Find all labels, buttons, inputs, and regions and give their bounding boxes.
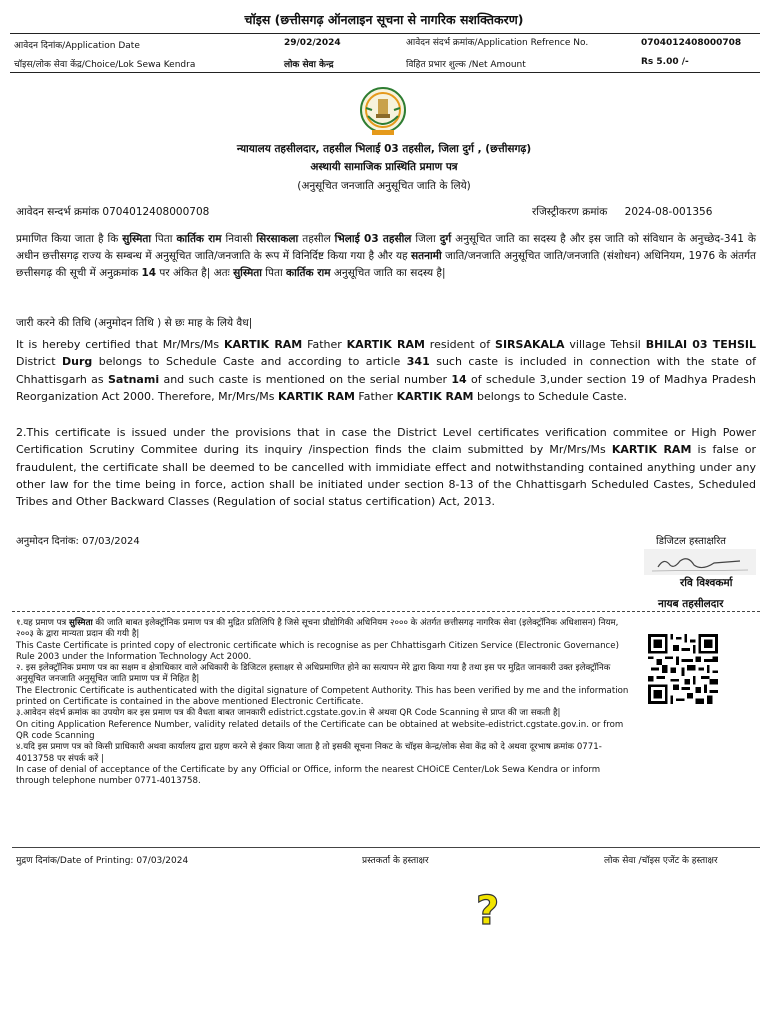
question-mark-icon: ? [476,888,500,934]
text-segment: तहसील [298,233,335,245]
reference-number-value: 0704012408000708 [102,206,210,218]
serial-number: 14 [141,267,157,279]
text-segment: पर अंकित है| अतः [156,267,234,279]
beneficiary-name: सुस्मिता [69,618,93,628]
footnote-text: १.यह प्रमाण पत्र [16,618,70,628]
caste-name: Satnami [108,372,160,386]
approval-date-value: 07/03/2024 [82,536,140,547]
text-segment: जाति/जनजाति अनुसूचित जाति/जनजाति (संशोधन) अधिनियम, 1976 के अंतर्गत छत्तीसगढ़ की सूची में अनुक्रमांक [16,250,756,279]
signer-name: रवि विश्वकर्मा [680,577,733,589]
text-segment: जिला [411,233,440,245]
header-top-divider [10,33,760,34]
government-emblem-icon [358,86,408,138]
footnote-3-english: On citing Application Reference Number, validity related details of the Certificate can be obtained at website-edistrict.cgstate.gov.in. or from QR code Scanning [16,719,624,741]
text-segment: अनुसूचित जाति का सदस्य है और इस जाति को संविधान के अनुच्छेद-341 के अधीन छत्तीसगढ़ राज्य के सम्बन्ध में अनुसूचित जाति/जनजाति के रूप में विनिर्दिष्ट किया गया है और यह [16,233,756,262]
english-certification-paragraph [16,336,756,405]
qr-code-icon [648,634,718,704]
reference-number-label: आवेदन सन्दर्भ क्रमांक [16,206,100,218]
beneficiary-name: सुस्मिता [122,233,152,245]
cancellation-clause-paragraph [16,424,756,510]
father-name: KARTIK RAM [346,338,425,351]
application-reference-label: आवेदन संदर्भ क्रमांक/Application Refrence No. [406,38,589,48]
beneficiary-name: सुस्मिता [233,267,262,279]
text-segment: belongs to Schedule Caste. [473,389,628,403]
tehsil-name: BHILAI 03 TEHSIL [645,338,757,351]
text-segment: is false or fraudulent, the certificate shall be deemed to be cancelled with immidiate effect and notwithstanding contained anything under any other law for the time being in force, action shall be initiated under section 8-13 of the Chhattisgarh Scheduled Castes, Scheduled Tribes and Other Backward Classes (Regulation of social status certification) Act, 2013. [16,443,756,509]
text-segment: 2.This certificate is issued under the provisions that in case the District Level certificates verification commitee or High Power Certification Scrutiny Commitee during its inquiry /inspection finds the claim submitted by Mr/Mrs/Ms [16,426,756,457]
footnote-2-english: The Electronic Certificate is authenticated with the digital signature of Competent Authority. This has been verified by me and the information printed on Certificate is contained in the above mentioned Electronic Certificate. [16,685,629,708]
text-segment: Father [302,338,347,351]
choice-center-value: लोक सेवा केन्द्र [284,60,334,70]
beneficiary-name: KARTIK RAM [223,338,303,351]
footnote-4-english: In case of denial of acceptance of the Certificate by any Official or Office, inform the nearest CHOiCE Center/Lok Sewa Kendra or inform through telephone number 0771-4013758. [16,764,601,787]
text-segment: District [16,355,62,369]
header-bottom-divider [10,72,760,73]
application-date-label: आवेदन दिनांक/Application Date [14,41,140,51]
footnotes-divider [12,611,760,612]
text-segment: पिता [261,267,287,279]
signer-designation: नायब तहसीलदार [658,598,724,610]
text-segment: and such caste is mentioned on the serial number [159,372,452,386]
printing-date: मुद्रण दिनांक/Date of Printing: 07/03/2024 [16,856,189,866]
certificate-title: अस्थायी सामाजिक प्रास्थिति प्रमाण पत्र [310,161,458,173]
text-segment: पिता [151,233,177,245]
printing-divider [12,847,760,848]
approval-date-row [16,533,140,547]
application-reference-value: 070401240800070​8 [641,38,742,48]
district-name: Durg [62,355,93,369]
serial-number: 14 [451,372,467,386]
footnote-4-hindi: ४.यदि इस प्रमाण पत्र को किसी प्राधिकारी अथवा कार्यालय द्वारा ग्रहण करने से इंकार किया जाता है तो इसकी सूचना निकट के चॉइस केन्द्र/लोक सेवा केंद्र को दे अथवा दूरभाष क्रमांक 0771-4013758 पर संपर्क करें | [16,742,602,764]
registration-number-row [532,205,712,219]
net-amount-label: विहित प्रभार शुल्क /Net Amount [406,60,526,70]
validity-statement: जारी करने की तिथि (अनुमोदन तिथि ) से छः माह के लिये वैध| [16,317,253,329]
digitally-signed-label: डिजिटल हस्ताक्षरित [656,536,726,547]
approval-date-label: अनुमोदन दिनांक: [16,536,79,547]
certificate-subtitle: (अनुसूचित जनजाति अनुसूचित जाति के लिये) [297,180,471,192]
footnote-2-hindi: २. इस इलेक्ट्रॉनिक प्रमाण पत्र का सक्षम व क्षेत्राधिकार वाले अधिकारी के डिजिटल हस्ताक्षर से अधिप्रमाणित होने का सत्यापन मेरे द्वारा किया गया है तथा इस पर मुद्रित जानकारी उक्त इलेक्ट्रॉनिक अनुसूचित जनजाति अनुसूचित जाति प्रमाण पत्र में निहित है| [16,663,611,685]
registration-number-label: रजिस्ट्रीकरण क्रमांक [532,206,608,218]
text-segment: belongs to Schedule Caste and according to article [92,355,407,369]
father-name: कार्तिक राम [176,233,222,245]
text-segment: Father [354,389,397,403]
caste-name: सतनामी [411,250,442,262]
text-segment: निवासी [221,233,257,245]
tehsil-name: भिलाई 03 तहसील [334,233,412,245]
father-name: कार्तिक राम [286,267,331,279]
document-header-title: चॉइस (छत्तीसगढ़ ऑनलाइन सूचना से नागरिक सशक्तिकरण) [244,12,524,27]
footnotes-block [16,618,636,787]
registration-number-value: 2024-08-001356 [624,206,713,218]
beneficiary-name: KARTIK RAM [611,443,692,457]
district-name: दुर्ग [439,233,452,245]
village-name: SIRSAKALA [495,338,565,351]
issuer-signature-label: प्रस्तकर्ता के हस्ताक्षर [362,856,429,866]
court-title: न्यायालय तहसीलदार, तहसील भिलाई 03 तहसील, जिला दुर्ग , (छत्तीसगढ़) [236,143,532,155]
village-name: सिरसाकला [256,233,299,245]
text-segment: It is hereby certified that Mr/Mrs/Ms [16,338,224,351]
footnote-3-hindi: ३.आवेदन संदर्भ क्रमांक का उपयोग कर इस प्रमाण पत्र की वैधता बाबत जानकारी edistrict.cgstate.gov.in से अथवा QR Code Scanning से प्राप्त की जा सकती है| [16,708,561,719]
signature-image [644,549,756,575]
text-segment: resident of [424,338,496,351]
footnote-1-english: This Caste Certificate is printed copy of electronic certificate which is recognise as per Chhattisgarh Citizen Service (Electronic Governance) Rule 2003 under the Information Technology Act 2000. [16,640,619,662]
text-segment: such caste is included in connection with the state of Chhattisgarh as [16,355,756,386]
text-segment: अनुसूचित जाति का सदस्य है| [330,267,446,279]
text-segment: village Tehsil [564,338,646,351]
footnote-text: की जाति बाबत इलेक्ट्रॉनिक प्रमाण पत्र की मुद्रित प्रतिलिपि है जिसे सूचना प्रौद्योगिकी अधिनियम २००० के अंतर्गत छत्तीसगढ़ नागरिक सेवा (इलेक्ट्रॉनिक अधिशासन) नियम, २००३ के द्वारा मान्यता प्रदान की गयी है| [16,618,619,640]
article-number: 341 [406,355,430,369]
father-name: KARTIK RAM [396,389,474,403]
reference-number-row [16,205,209,219]
text-segment: प्रमाणित किया जाता है कि [16,233,123,245]
choice-center-label: चॉइस/लोक सेवा केंद्र/Choice/Lok Sewa Kendra [14,60,196,70]
text-segment: of schedule 3,under section 19 of Madhya Pradesh Reorganization Act 2000. Therefore, Mr/Mrs/Ms [16,372,756,403]
agent-signature-label: लोक सेवा /चॉइस एजेंट के हस्ताक्षर [604,856,718,866]
beneficiary-name: KARTIK RAM [278,389,355,403]
application-date-value: 29/02/2024 [284,38,341,48]
net-amount-value: Rs 5.00 /- [641,57,689,67]
hindi-certification-paragraph [16,231,756,282]
footnote-1-hindi [16,618,636,641]
